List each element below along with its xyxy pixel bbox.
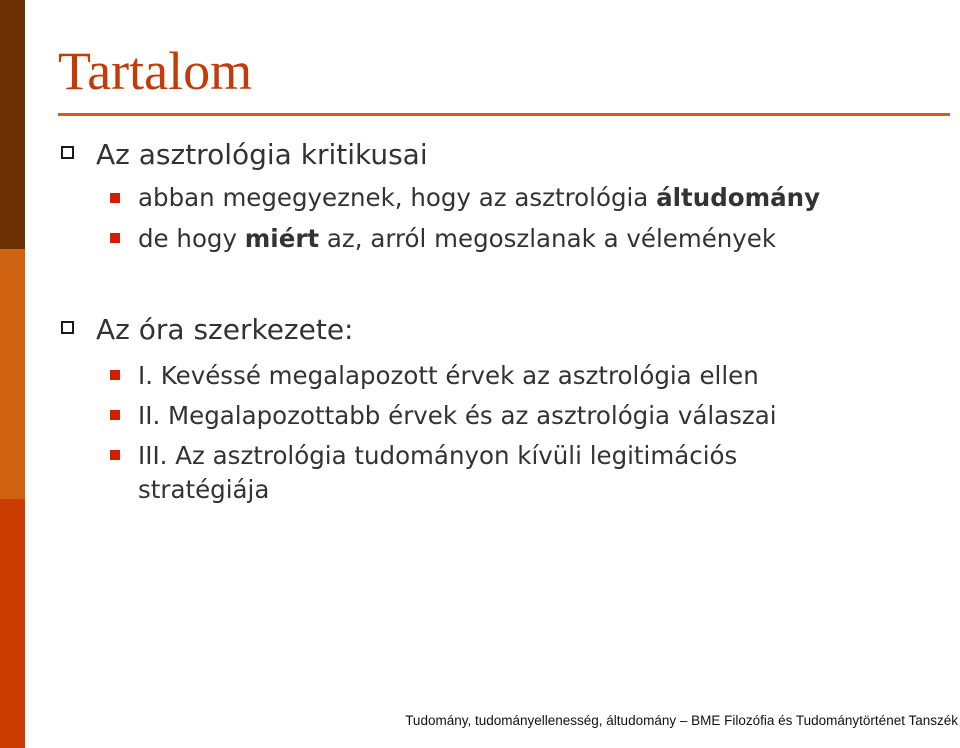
list-item: III. Az asztrológia tudományon kívüli legitimációs: [138, 441, 738, 470]
filled-square-bullet-icon: [110, 193, 120, 203]
slide-title: Tartalom: [58, 41, 253, 101]
list-item-continuation: stratégiája: [138, 475, 270, 504]
slide-footer: Tudomány, tudományellenesség, áltudomány – BME Filozófia és Tudománytörténet Tanszék: [405, 713, 958, 728]
title-underline: [58, 113, 950, 116]
filled-square-bullet-icon: [110, 370, 120, 380]
side-stripe-middle: [0, 249, 25, 499]
list-item: de hogy miért az, arról megoszlanak a vélemények: [138, 224, 777, 253]
hollow-square-bullet-icon: [61, 321, 74, 334]
side-stripe-bottom: [0, 499, 25, 748]
side-stripe-top: [0, 0, 25, 249]
filled-square-bullet-icon: [110, 233, 120, 243]
section-heading-critics: Az asztrológia kritikusai: [96, 138, 428, 171]
filled-square-bullet-icon: [110, 410, 120, 420]
list-item: abban megegyeznek, hogy az asztrológia áltudomány: [138, 183, 821, 212]
list-item: II. Megalapozottabb érvek és az asztrológia válaszai: [138, 401, 777, 430]
section-heading-structure: Az óra szerkezete:: [96, 313, 354, 346]
list-item: I. Kevéssé megalapozott érvek az asztrológia ellen: [138, 361, 759, 390]
filled-square-bullet-icon: [110, 450, 120, 460]
hollow-square-bullet-icon: [61, 146, 74, 159]
